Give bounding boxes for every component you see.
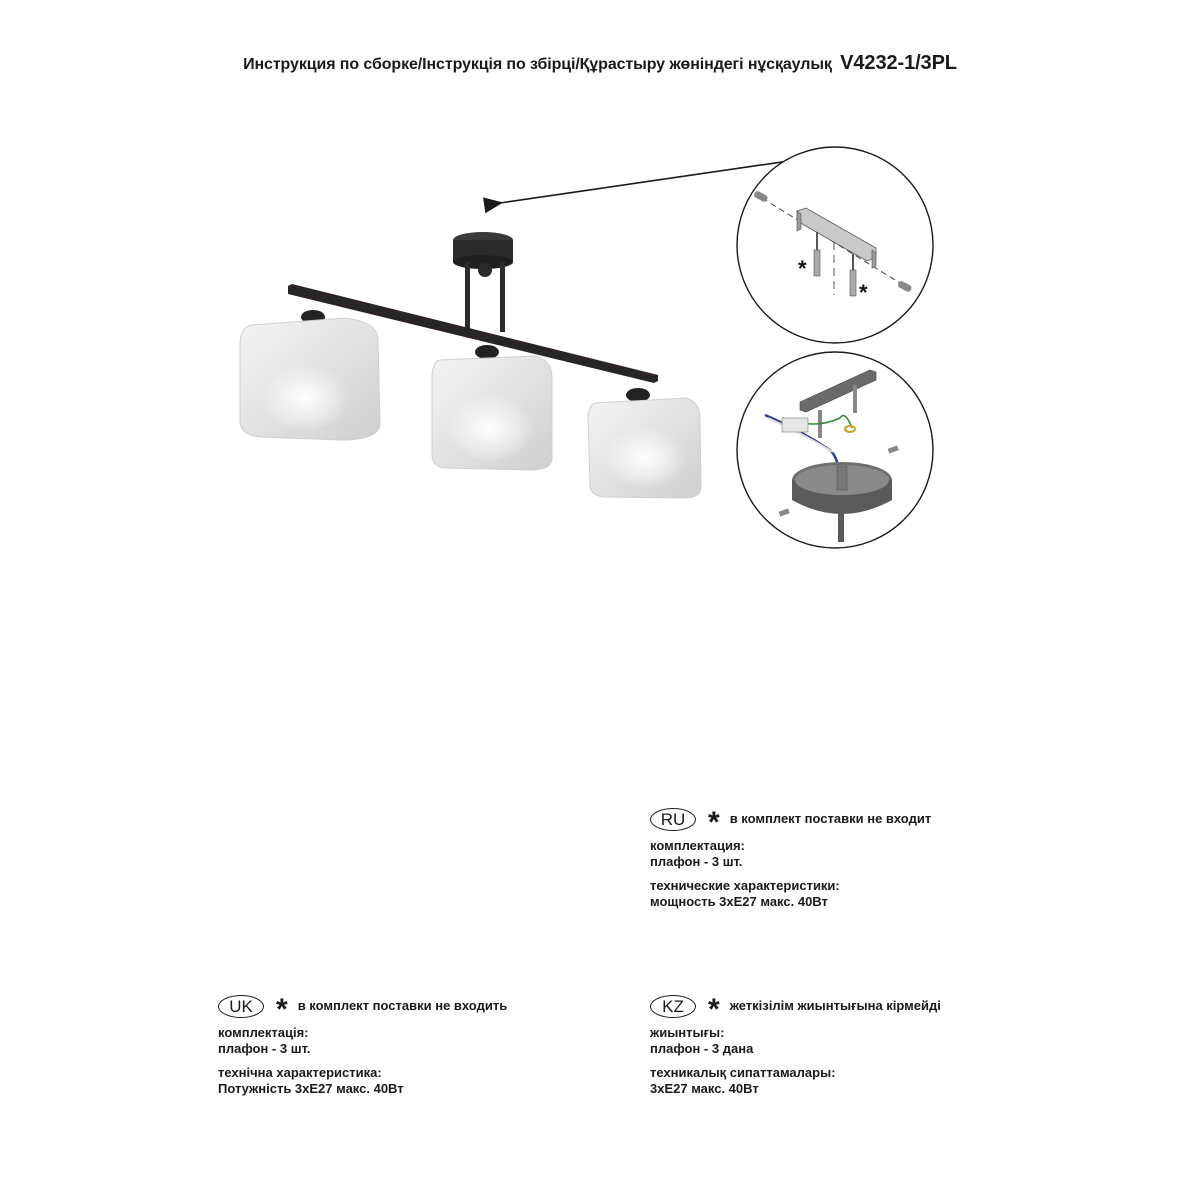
kit-label: жиынтығы: — [650, 1025, 725, 1040]
lamp-rod — [465, 262, 470, 330]
glass-shade — [588, 398, 701, 498]
lamp-socket — [475, 345, 499, 359]
lamp-rod — [500, 262, 505, 332]
kit-label: комплектация: — [650, 838, 745, 853]
specs-value: 3хЕ27 макс. 40Вт — [650, 1081, 759, 1096]
kit-value: плафон - 3 дана — [650, 1041, 754, 1056]
specs-label: технические характеристики: — [650, 878, 840, 893]
not-included-note: в комплект поставки не входить — [297, 998, 508, 1013]
kit-value: плафон - 3 шт. — [650, 854, 743, 869]
not-included-note: жеткізілім жиынтығына кірмейді — [729, 998, 941, 1013]
language-badge-kz: KZ — [650, 995, 696, 1018]
kit-value: плафон - 3 шт. — [218, 1041, 311, 1056]
kit-label: комплектація: — [218, 1025, 309, 1040]
mounting-bracket-detail — [737, 147, 933, 343]
specs-label: техникалық сипаттамалары: — [650, 1065, 836, 1080]
asterisk-marker: * — [798, 256, 807, 281]
glass-shade — [240, 318, 380, 440]
lamp-image — [240, 232, 701, 498]
specs-label: технічна характеристика: — [218, 1065, 382, 1080]
glass-shade — [432, 356, 552, 470]
title-text: Инструкция по сборке/Інструкція по збірці/Құрастыру жөніндегі нұсқаулық — [243, 56, 832, 73]
specs-value: мощность 3хЕ27 макс. 40Вт — [650, 894, 828, 909]
asterisk-icon: * — [276, 993, 288, 1026]
language-badge-uk: UK — [218, 995, 264, 1018]
model-number: V4232-1/3PL — [840, 52, 957, 74]
language-badge-ru: RU — [650, 808, 696, 831]
ru-section — [650, 806, 931, 918]
uk-section — [218, 993, 507, 1105]
asterisk-marker: * — [859, 280, 868, 305]
wiring-canopy-detail — [737, 352, 933, 548]
not-included-note: в комплект поставки не входит — [729, 811, 932, 826]
asterisk-icon: * — [708, 806, 720, 839]
kz-section — [650, 993, 941, 1105]
asterisk-icon: * — [708, 993, 720, 1026]
specs-value: Потужність 3хЕ27 макс. 40Вт — [218, 1081, 404, 1096]
